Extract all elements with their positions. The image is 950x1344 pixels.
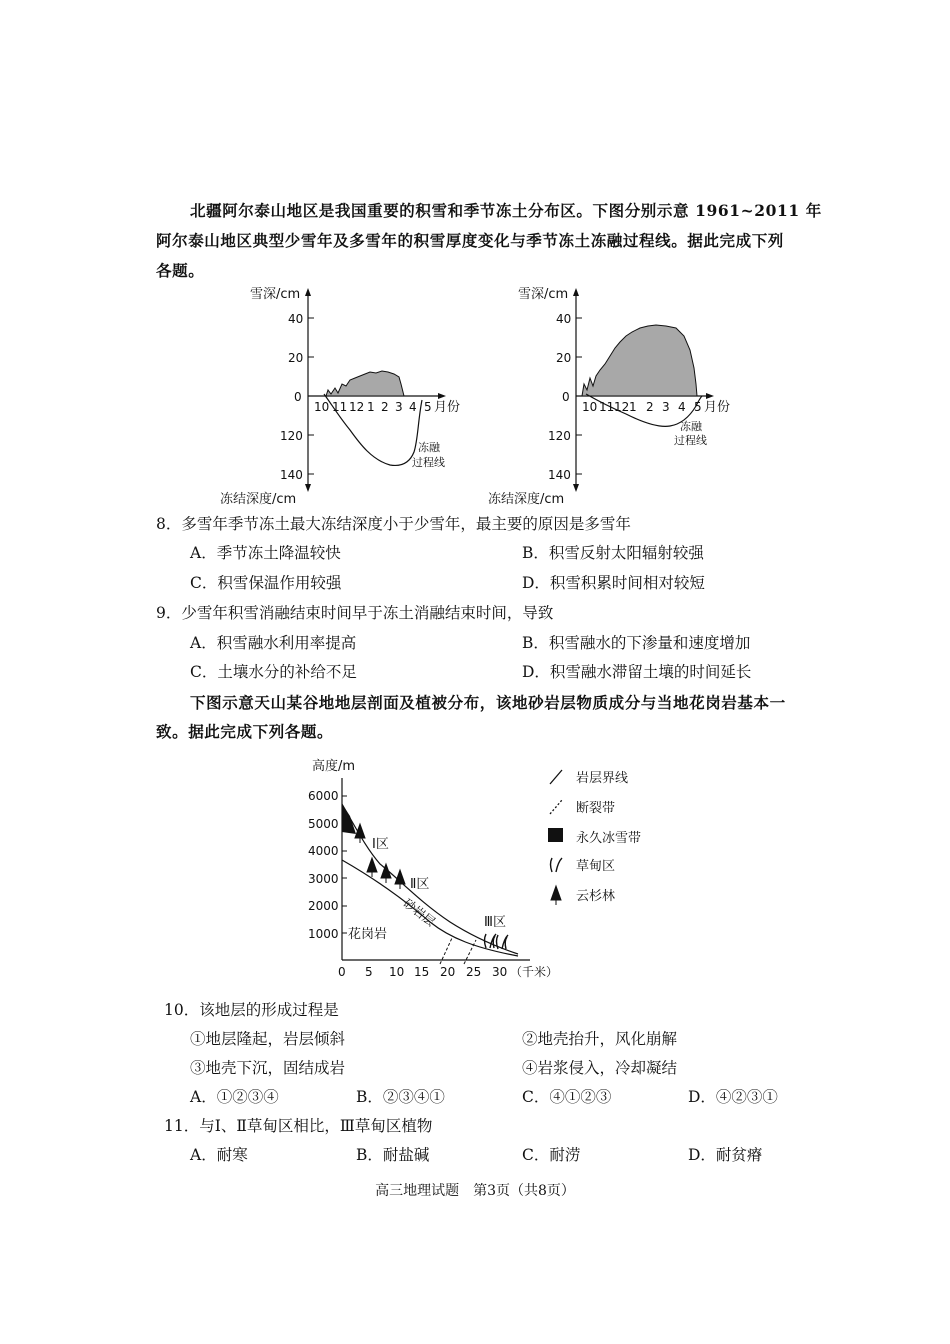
q10-statement-2: ②地壳抬升，风化崩解 bbox=[522, 1030, 678, 1048]
left-ytick-20: 20 bbox=[288, 351, 304, 365]
right-xtick-12: 12 bbox=[614, 400, 630, 414]
left-ytick-140: 140 bbox=[280, 468, 303, 482]
profile-ylabel: 高度/m bbox=[312, 759, 356, 774]
profile-ytick-3000: 3000 bbox=[308, 872, 339, 886]
q11-option-b[interactable]: B．耐盐碱 bbox=[356, 1146, 430, 1164]
right-ytick-20: 20 bbox=[556, 351, 572, 365]
left-xtick-5: 5 bbox=[424, 400, 432, 414]
legend-item-snow: 永久冰雪带 bbox=[576, 831, 642, 846]
left-ytick-40: 40 bbox=[288, 312, 304, 326]
q11-option-a[interactable]: A．耐寒 bbox=[190, 1146, 248, 1164]
q8-option-b[interactable]: B．积雪反射太阳辐射较强 bbox=[522, 544, 704, 562]
legend-item-fault: 断裂带 bbox=[576, 801, 616, 816]
profile-xtick-25: 25 bbox=[466, 965, 482, 979]
legend-boundary-icon bbox=[550, 770, 562, 784]
legend-spruce-icon bbox=[551, 886, 561, 905]
zone-3-label: Ⅲ区 bbox=[484, 915, 506, 930]
left-xtick-10: 10 bbox=[314, 400, 330, 414]
q10-option-c[interactable]: C．④①②③ bbox=[522, 1088, 612, 1106]
sandstone-label: 砂岩层 bbox=[400, 895, 438, 930]
legend-item-meadow: 草甸区 bbox=[576, 859, 616, 874]
granite-label: 花岗岩 bbox=[348, 927, 388, 942]
right-ylabel-top: 雪深/cm bbox=[518, 287, 569, 302]
q9-stem: 9．少雪年积雪消融结束时间早于冻土消融结束时间，导致 bbox=[156, 604, 554, 622]
right-ytick-0: 0 bbox=[562, 390, 570, 404]
valley-profile-diagram bbox=[300, 752, 700, 984]
q10-statement-1: ①地层隆起，岩层倾斜 bbox=[190, 1030, 346, 1048]
profile-xtick-10: 10 bbox=[389, 965, 405, 979]
right-curve-label-2: 过程线 bbox=[674, 434, 707, 447]
spruce-icon bbox=[381, 864, 391, 883]
intro2-line2: 致。据此完成下列各题。 bbox=[156, 722, 334, 741]
zone-1-label: Ⅰ区 bbox=[372, 837, 389, 852]
spruce-trees bbox=[355, 824, 405, 889]
right-xlabel: 月份 bbox=[704, 400, 731, 415]
legend-item-spruce: 云杉林 bbox=[576, 889, 616, 904]
profile-ytick-5000: 5000 bbox=[308, 817, 339, 831]
q8-option-c[interactable]: C．积雪保温作用较强 bbox=[190, 574, 342, 592]
q10-statement-4: ④岩浆侵入，冷却凝结 bbox=[522, 1059, 678, 1077]
spruce-icon bbox=[395, 870, 405, 889]
profile-ytick-6000: 6000 bbox=[308, 789, 339, 803]
left-xtick-1: 1 bbox=[367, 400, 375, 414]
left-curve-label-1: 冻融 bbox=[418, 441, 440, 454]
chart-right bbox=[488, 287, 730, 507]
spruce-icon bbox=[367, 858, 377, 877]
profile-xtick-0: 0 bbox=[338, 965, 346, 979]
right-snow-area bbox=[582, 325, 697, 396]
profile-legend bbox=[548, 770, 641, 905]
intro1-line3: 各题。 bbox=[156, 261, 205, 280]
left-ytick-0: 0 bbox=[294, 390, 302, 404]
snow-frozen-soil-charts bbox=[210, 280, 750, 510]
right-xtick-1: 1 bbox=[629, 400, 637, 414]
right-ylabel-bottom: 冻结深度/cm bbox=[488, 492, 565, 507]
left-xlabel: 月份 bbox=[434, 400, 461, 415]
left-ylabel-bottom: 冻结深度/cm bbox=[220, 492, 297, 507]
right-xtick-3: 3 bbox=[662, 400, 670, 414]
intro2-line1: 下图示意天山某谷地地层剖面及植被分布，该地砂岩层物质成分与当地花岗岩基本一 bbox=[190, 693, 786, 712]
profile-xtick-15: 15 bbox=[414, 965, 430, 979]
q10-option-d[interactable]: D．④②③① bbox=[688, 1088, 778, 1106]
profile-xtick-20: 20 bbox=[440, 965, 456, 979]
legend-item-boundary: 岩层界线 bbox=[576, 771, 629, 786]
right-curve-label-1: 冻融 bbox=[680, 420, 702, 433]
profile-x-unit: （千米） bbox=[510, 965, 559, 979]
left-xtick-2: 2 bbox=[381, 400, 389, 414]
right-ytick-120: 120 bbox=[548, 429, 571, 443]
q9-option-d[interactable]: D．积雪融水滞留土壤的时间延长 bbox=[522, 663, 752, 681]
q10-stem: 10．该地层的形成过程是 bbox=[164, 1001, 339, 1019]
left-snow-area bbox=[326, 371, 404, 396]
chart-left bbox=[220, 287, 460, 507]
page-footer: 高三地理试题 第3页（共8页） bbox=[375, 1183, 575, 1199]
right-xtick-2: 2 bbox=[646, 400, 654, 414]
right-xtick-11: 11 bbox=[599, 400, 615, 414]
q9-option-a[interactable]: A．积雪融水利用率提高 bbox=[190, 634, 357, 652]
right-xtick-5: 5 bbox=[694, 400, 702, 414]
left-xtick-4: 4 bbox=[409, 400, 417, 414]
meadow-tufts bbox=[485, 934, 509, 949]
left-xtick-11: 11 bbox=[332, 400, 348, 414]
q9-option-b[interactable]: B．积雪融水的下渗量和速度增加 bbox=[522, 634, 751, 652]
q11-option-d[interactable]: D．耐贫瘠 bbox=[688, 1146, 763, 1164]
q8-stem: 8．多雪年季节冻土最大冻结深度小于少雪年，最主要的原因是多雪年 bbox=[156, 515, 631, 533]
q10-option-a[interactable]: A．①②③④ bbox=[190, 1088, 279, 1106]
zone-2-label: Ⅱ区 bbox=[410, 877, 430, 892]
q10-statement-3: ③地壳下沉，固结成岩 bbox=[190, 1059, 346, 1077]
legend-fault-icon bbox=[550, 800, 562, 814]
profile-xtick-30: 30 bbox=[492, 965, 508, 979]
legend-snow-icon bbox=[548, 828, 563, 842]
q11-stem: 11．与Ⅰ、Ⅱ草甸区相比，Ⅲ草甸区植物 bbox=[164, 1117, 433, 1135]
q10-option-b[interactable]: B．②③④① bbox=[356, 1088, 445, 1106]
right-ytick-40: 40 bbox=[556, 312, 572, 326]
intro1-line1: 北疆阿尔泰山地区是我国重要的积雪和季节冻土分布区。下图分别示意 1961~2011 年 bbox=[190, 201, 822, 220]
q9-option-c[interactable]: C．土壤水分的补给不足 bbox=[190, 663, 357, 681]
left-xtick-12: 12 bbox=[349, 400, 365, 414]
profile-ytick-2000: 2000 bbox=[308, 899, 339, 913]
profile-xtick-5: 5 bbox=[365, 965, 373, 979]
legend-meadow-icon bbox=[551, 858, 563, 872]
left-ytick-120: 120 bbox=[280, 429, 303, 443]
q8-option-d[interactable]: D．积雪积累时间相对较短 bbox=[522, 574, 705, 592]
left-curve-label-2: 过程线 bbox=[412, 456, 445, 469]
right-ytick-140: 140 bbox=[548, 468, 571, 482]
q11-option-c[interactable]: C．耐涝 bbox=[522, 1146, 581, 1164]
intro1-line2: 阿尔泰山地区典型少雪年及多雪年的积雪厚度变化与季节冻土冻融过程线。据此完成下列 bbox=[156, 231, 784, 250]
right-xtick-4: 4 bbox=[678, 400, 686, 414]
profile-ytick-1000: 1000 bbox=[308, 927, 339, 941]
q8-option-a[interactable]: A．季节冻土降温较快 bbox=[190, 544, 341, 562]
right-xtick-10: 10 bbox=[582, 400, 598, 414]
profile-ytick-4000: 4000 bbox=[308, 844, 339, 858]
left-ylabel-top: 雪深/cm bbox=[250, 287, 301, 302]
left-xtick-3: 3 bbox=[395, 400, 403, 414]
